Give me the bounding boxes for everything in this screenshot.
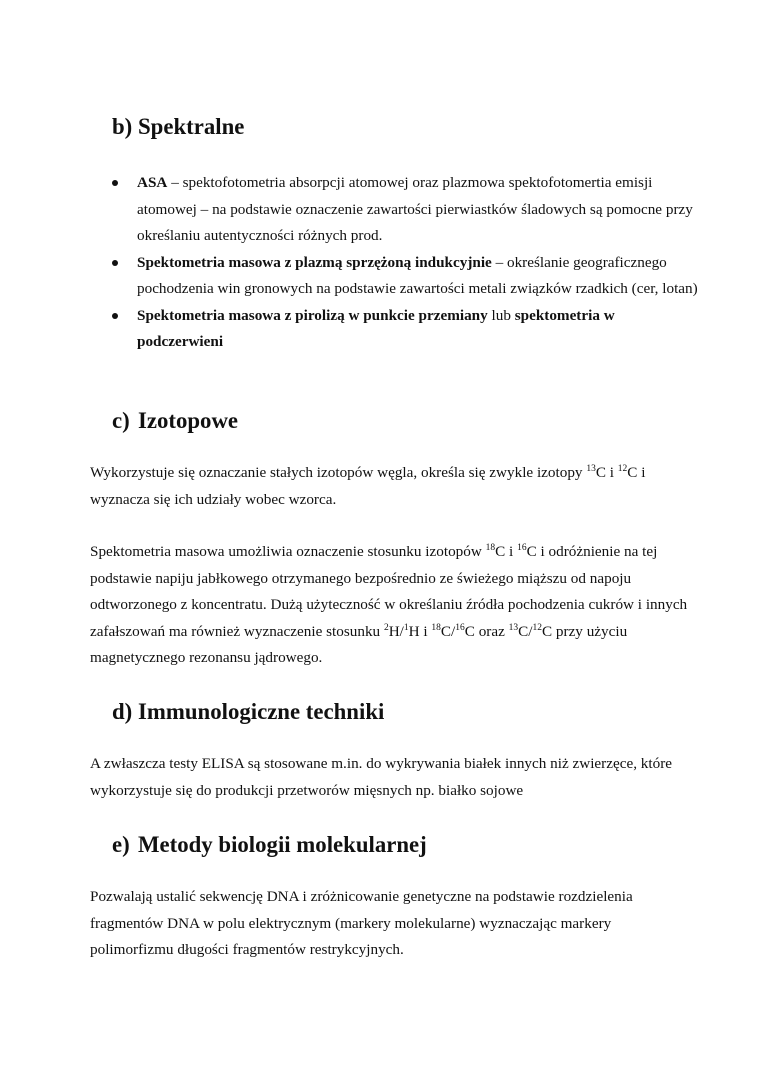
superscript: 18 xyxy=(431,622,441,633)
superscript: 16 xyxy=(455,622,465,633)
superscript: 18 xyxy=(485,543,496,553)
text-run: Spektometria masowa umożliwia oznaczenie stosunku izotopów xyxy=(90,543,486,560)
section-d-letter: d) xyxy=(112,699,133,724)
superscript: 16 xyxy=(517,543,527,553)
immunology-paragraph: A zwłaszcza testy ELISA są stosowane m.in. do wykrywania białek innych niż zwierzęce, które wykorzystuje się do produkcji przetworów mięsnych np. białko sojowe xyxy=(90,755,672,799)
superscript: 12 xyxy=(617,464,628,474)
text-run: C/ xyxy=(518,622,533,640)
section-e-heading xyxy=(112,832,427,857)
section-c-heading xyxy=(112,408,239,433)
section-c-title: Izotopowe xyxy=(138,408,239,433)
section-b-letter: b) xyxy=(112,114,133,139)
list-item xyxy=(0,170,760,250)
list-item-term: spektometria w podczerwieni xyxy=(137,306,615,350)
list-item xyxy=(0,250,760,303)
bullet-icon xyxy=(112,260,118,266)
molecular-biology-paragraph: Pozwalają ustalić sekwencję DNA i zróżnicowanie genetyczne na podstawie rozdzielenia fragmentów DNA w polu elektrycznym (markery molekularne) wyznaczając markery polimorfizmu długości fragmentów restrykcyjnych. xyxy=(90,888,633,959)
superscript: 13 xyxy=(508,622,519,633)
list-item-text: – określanie geograficznego pochodzenia win gronowych na podstawie zawartości metali związków rzadkich (cer, lotan) xyxy=(137,253,698,297)
spectral-methods-list xyxy=(0,170,760,356)
bullet-icon xyxy=(112,313,118,319)
isotope-paragraph-1 xyxy=(90,460,690,513)
superscript: 1 xyxy=(403,622,409,633)
section-e-letter: e) xyxy=(112,832,130,857)
superscript: 13 xyxy=(586,464,596,474)
text-run: C i xyxy=(595,464,618,481)
text-run: Wykorzystuje się oznaczanie stałych izotopów węgla, określa się zwykle izotopy xyxy=(90,464,587,481)
text-run: C i xyxy=(495,543,518,560)
text-run: H i xyxy=(408,622,432,640)
text-run: C i odróżnienie na tej podstawie napiju jabłkowego otrzymanego bezpośrednio ze świeżego miąższu od napoju odtworzonego z koncentratu. Dużą użyteczność w określaniu źródła pochodzenia cukrów i innych zafałszowań ma również wyznaczenie stosunku xyxy=(90,543,688,640)
superscript: 12 xyxy=(532,622,542,633)
section-d-title: Immunologiczne techniki xyxy=(138,699,385,724)
list-item-text: – spektofotometria absorpcji atomowej oraz plazmowa spektofotomertia emisji atomowej – na podstawie oznaczenie zawartości pierwiastków śladowych są pomocne przy określaniu autentyczności różnych prod. xyxy=(137,174,693,244)
text-run: C przy użyciu magnetycznego rezonansu jądrowego. xyxy=(90,622,628,667)
section-c-letter: c) xyxy=(112,408,130,433)
list-item-text: lub xyxy=(487,306,515,324)
text-run: C oraz xyxy=(464,622,509,640)
isotope-paragraph-2 xyxy=(90,539,690,672)
list-item-term: ASA xyxy=(137,174,168,191)
list-item-term: Spektometria masowa z plazmą sprzężoną indukcyjnie xyxy=(137,253,492,271)
section-d-heading xyxy=(112,699,385,724)
text-run: C/ xyxy=(440,622,456,640)
list-item xyxy=(0,303,760,356)
section-e-title: Metody biologii molekularnej xyxy=(138,832,427,857)
section-b-heading xyxy=(112,114,245,139)
bullet-icon xyxy=(112,180,118,186)
text-run: C i wyznacza się ich udziały wobec wzorca. xyxy=(90,464,646,508)
superscript: 2 xyxy=(383,622,389,633)
section-b-title: Spektralne xyxy=(138,114,245,139)
text-run: H/ xyxy=(388,622,404,640)
list-item-term: Spektometria masowa z pirolizą w punkcie przemiany xyxy=(137,306,488,324)
